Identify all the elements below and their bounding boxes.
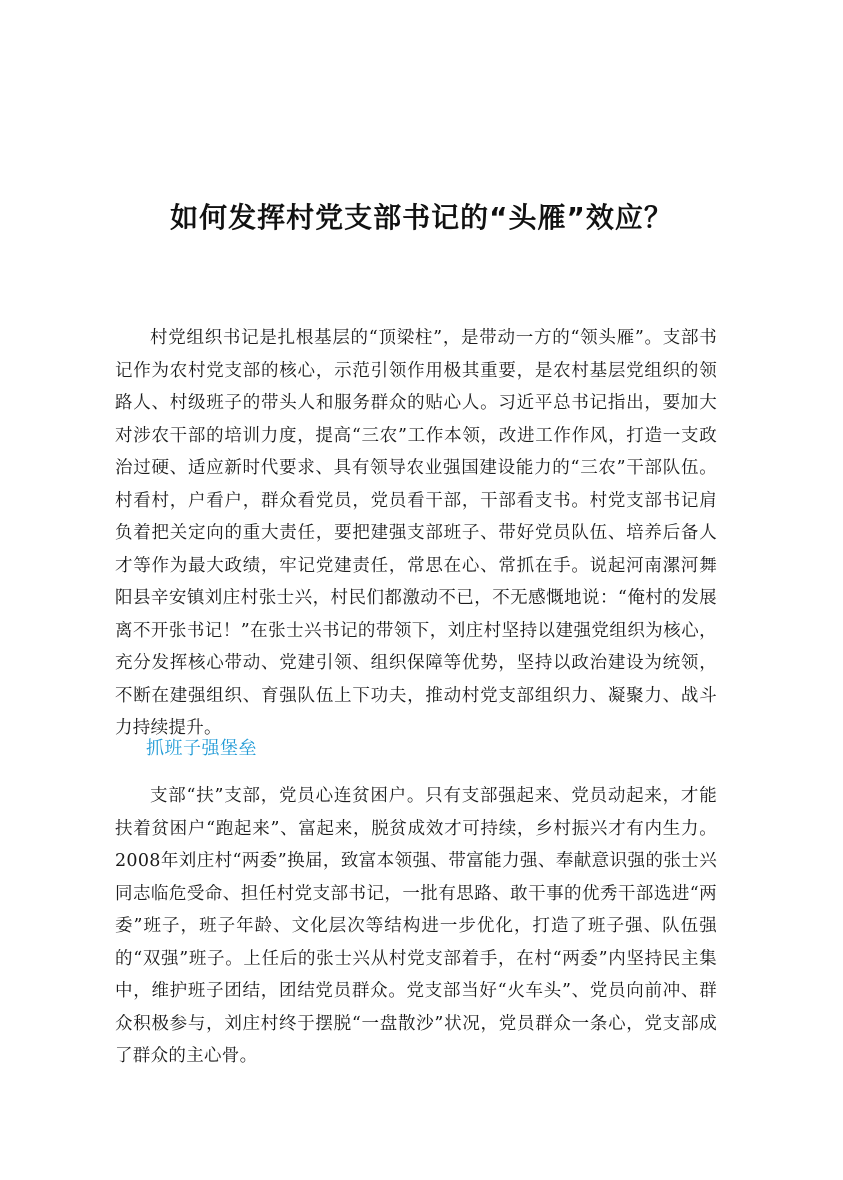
section-paragraph: 支部“扶”支部，党员心连贫困户。只有支部强起来、党员动起来，才能扶着贫困户“跑起来”、富起来，脱贫成效才可持续，乡村振兴才有内生力。2008年刘庄村“两委”换届，致富本领强、带富能力强、奉献意识强的张士兴同志临危受命、担任村党支部书记，一批有思路、敢干事的优秀干部选进“两委”班子，班子年龄、文化层次等结构进一步优化，打造了班子强、队伍强的“双强”班子。上任后的张士兴从村党支部着手，在村“两委”内坚持民主集中，维护班子团结，团结党员群众。党支部当好“火车头”、党员向前冲、群众积极参与，刘庄村终于摆脱“一盘散沙”状况，党员群众一条心，党支部成了群众的主心骨。 — [115, 786, 717, 1066]
intro-paragraph: 村党组织书记是扎根基层的“顶梁柱”，是带动一方的“领头雁”。支部书记作为农村党支部的核心，示范引领作用极其重要，是农村基层党组织的领路人、村级班子的带头人和服务群众的贴心人。习近平总书记指出，要加大对涉农干部的培训力度，提高“三农”工作本领，改进工作作风，打造一支政治过硬、适应新时代要求、具有领导农业强国建设能力的“三农”干部队伍。村看村，户看户，群众看党员，党员看干部，干部看支书。村党支部书记肩负着把关定向的重大责任，要把建强支部班子、带好党员队伍、培养后备人才等作为最大政绩，牢记党建责任，常思在心、常抓在手。说起河南漯河舞阳县辛安镇刘庄村张士兴，村民们都激动不已，不无感慨地说：“俺村的发展离不开张书记！”在张士兴书记的带领下，刘庄村坚持以建强党组织为核心，充分发挥核心带动、党建引领、组织保障等优势，坚持以政治建设为统领，不断在建强组织、育强队伍上下功夫，推动村党支部组织力、凝聚力、战斗力持续提升。 — [115, 328, 717, 738]
page-title: 如何发挥村党支部书记的“头雁”效应？ — [170, 201, 673, 234]
section-heading: 抓班子强堡垒 — [146, 738, 257, 759]
